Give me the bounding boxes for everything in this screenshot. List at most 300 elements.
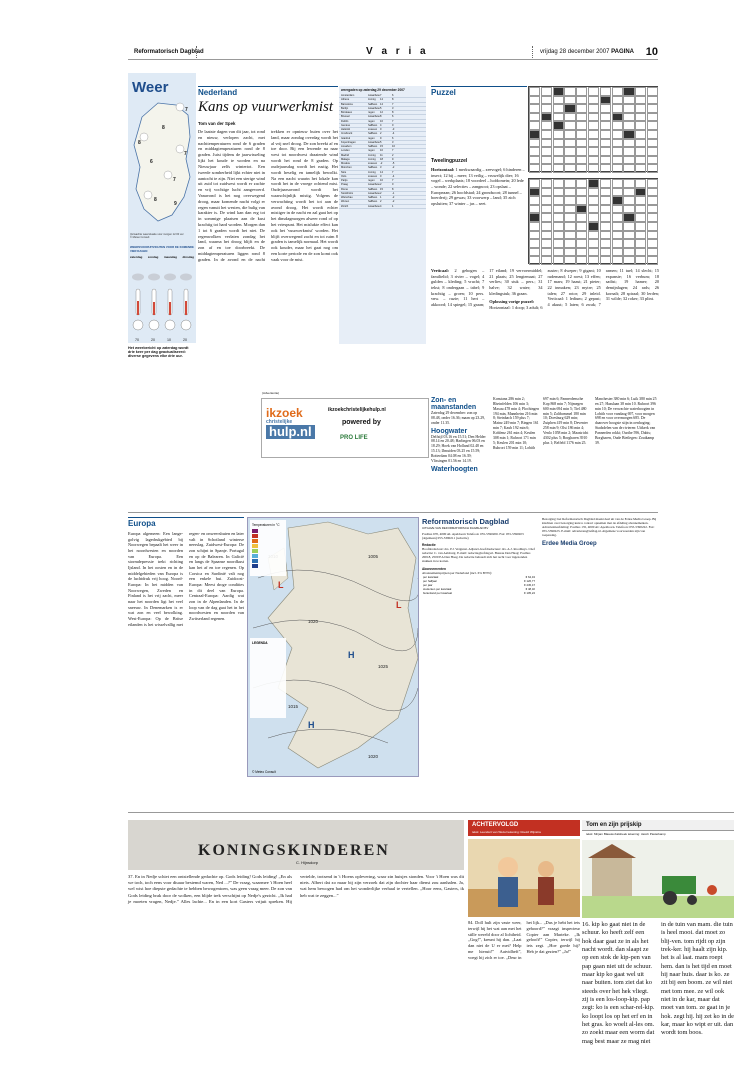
crossword-cell[interactable]	[588, 104, 599, 113]
table-cell: 4	[380, 123, 382, 127]
story-body: 37. En in Nedje schiet een ontstellende gedachte op. Gods leiding! Gods leiding! „En als we toch, toch eens voor diuaar bestemd waren, Ned ...?” De vraag, waarmee 't Hoen heel wel wist hoe diepste gedachte te hebben bewogentoen, was geen vraag meer. De zon van Gods leiding brak door de wolken, een blijde trek verschijnt op Nedje's gezicht. „Ik had je moeten vragen, Nedje.” Alles lachte... En in een kort Gasters vrijuit spreken. Hij vertelde, trotsend in 't Hoens oplevering, waar zin huisjes stonden. Voor 't Hoen was dit niets. Albert dat zo maar bij zijn verzoek dat zijn dochter haar dienst zou aanhalen. Ja, wat hem bewogen had om het wonderlijke verhaal te vertellen. „Hoor eens, Gasters, ik heb wat te zeggen...”	[128, 874, 464, 904]
crossword-cell[interactable]	[612, 104, 623, 113]
crossword-cell[interactable]	[647, 96, 658, 105]
crossword-cell[interactable]	[529, 248, 540, 257]
crossword-cell[interactable]	[553, 196, 564, 205]
crossword-cell[interactable]	[576, 113, 587, 122]
crossword-cell[interactable]	[576, 231, 587, 240]
europe-map-graphic	[248, 518, 419, 777]
crossword-cell[interactable]	[576, 196, 587, 205]
crossword-cell[interactable]	[647, 130, 658, 139]
crossword-cell[interactable]	[529, 164, 540, 173]
crossword-cell[interactable]	[612, 222, 623, 231]
crossword-cell[interactable]	[553, 121, 564, 130]
crossword-cell[interactable]	[600, 248, 611, 257]
crossword-cell[interactable]	[541, 121, 552, 130]
crossword-cell[interactable]	[541, 164, 552, 173]
crossword-cell[interactable]	[623, 87, 634, 96]
table-cell: -2	[380, 162, 383, 165]
crossword-cell[interactable]	[529, 179, 540, 188]
crossword-cell[interactable]	[600, 188, 611, 197]
crossword-cell[interactable]	[647, 222, 658, 231]
crossword-cell[interactable]	[564, 164, 575, 173]
crossword-cell[interactable]	[647, 231, 658, 240]
crossword-cell[interactable]	[588, 188, 599, 197]
crossword-cell[interactable]	[623, 104, 634, 113]
crossword-cell[interactable]	[612, 130, 623, 139]
crossword-cell[interactable]	[553, 164, 564, 173]
crossword-cell[interactable]	[612, 139, 623, 148]
table-cell: 14	[380, 170, 383, 174]
weather-title: Weer	[132, 79, 169, 96]
table-cell: -2	[392, 166, 395, 170]
crossword-cell[interactable]	[576, 179, 587, 188]
crossword-cell[interactable]	[647, 104, 658, 113]
crossword-cell[interactable]	[600, 121, 611, 130]
forecast-day: zondag	[147, 255, 159, 259]
crossword-cell[interactable]	[588, 130, 599, 139]
crossword-cell[interactable]	[541, 139, 552, 148]
crossword-cell[interactable]	[600, 87, 611, 96]
crossword-cell[interactable]	[600, 239, 611, 248]
crossword-cell[interactable]	[647, 156, 658, 165]
crossword-cell[interactable]	[553, 147, 564, 156]
crossword-cell[interactable]	[541, 205, 552, 214]
price-table	[422, 575, 536, 595]
crossword-cell[interactable]	[553, 156, 564, 165]
crossword-cell[interactable]	[541, 248, 552, 257]
crossword-cell[interactable]	[576, 256, 587, 265]
crossword-cell[interactable]	[612, 205, 623, 214]
crossword-cell[interactable]	[564, 139, 575, 148]
crossword-cell[interactable]	[564, 130, 575, 139]
crossword-cell[interactable]	[612, 231, 623, 240]
crossword-cell[interactable]	[553, 222, 564, 231]
crossword-cell[interactable]	[564, 156, 575, 165]
crossword-cell[interactable]	[647, 113, 658, 122]
crossword-cell[interactable]	[529, 139, 540, 148]
crossword-cell[interactable]	[553, 139, 564, 148]
crossword-cell[interactable]	[647, 139, 658, 148]
ad-url[interactable]: ikzoekchristelijkehulp.nl	[328, 407, 386, 413]
crossword-cell[interactable]	[635, 179, 646, 188]
crossword-cell[interactable]	[553, 104, 564, 113]
crossword-cell[interactable]	[623, 147, 634, 156]
table-cell: zwaarbew.	[368, 106, 381, 110]
map-temp: 8	[154, 197, 157, 203]
crossword-cell[interactable]	[647, 205, 658, 214]
crossword-cell[interactable]	[588, 196, 599, 205]
crossword-cell[interactable]	[541, 179, 552, 188]
crossword-cell[interactable]	[635, 188, 646, 197]
crossword-cell[interactable]	[612, 256, 623, 265]
redactie-label: Redactie	[422, 543, 436, 548]
crossword-cell[interactable]	[576, 139, 587, 148]
crossword-grid	[528, 86, 658, 172]
table-cell: halfbew.	[368, 196, 378, 199]
crossword-cell[interactable]	[588, 164, 599, 173]
table-cell: per halfjaar	[423, 578, 437, 583]
table-cell: zwaarbew.	[368, 115, 381, 119]
koningskinderen-story	[128, 820, 464, 1068]
crossword-cell[interactable]	[564, 147, 575, 156]
table-cell: Parijs	[341, 179, 348, 182]
crossword-cell[interactable]	[600, 130, 611, 139]
crossword-cell[interactable]	[588, 256, 599, 265]
crossword-cell[interactable]	[564, 188, 575, 197]
waterhoogten-title: Waterhoogten	[431, 465, 478, 473]
table-cell: buitenland per kwartaal	[423, 590, 452, 595]
crossword-cell[interactable]	[576, 156, 587, 165]
table-cell: € 64,43	[525, 574, 535, 579]
crossword-cell[interactable]	[623, 213, 634, 222]
crossword-cell[interactable]	[635, 87, 646, 96]
crossword-cell[interactable]	[600, 156, 611, 165]
crossword-cell[interactable]	[553, 179, 564, 188]
crossword-cell[interactable]	[600, 256, 611, 265]
crossword-cell[interactable]	[612, 113, 623, 122]
crossword-cell[interactable]	[588, 179, 599, 188]
crossword-cell[interactable]	[612, 156, 623, 165]
crossword-cell[interactable]	[635, 139, 646, 148]
crossword-cell[interactable]	[541, 130, 552, 139]
crossword-cell[interactable]	[564, 205, 575, 214]
crossword-cell[interactable]	[635, 196, 646, 205]
table-cell: 0	[392, 123, 394, 127]
crossword-cell[interactable]	[576, 248, 587, 257]
crossword-cell[interactable]	[600, 164, 611, 173]
table-cell: zonnig	[368, 153, 376, 157]
table-cell: Nice	[341, 170, 347, 174]
crossword-cell[interactable]	[541, 87, 552, 96]
table-cell: Praag	[341, 183, 348, 187]
puzzle-subtitle: Tweelingpuzzel	[431, 158, 468, 164]
crossword-cell[interactable]	[647, 147, 658, 156]
crossword-cell[interactable]	[529, 87, 540, 96]
crossword-cell[interactable]	[612, 179, 623, 188]
crossword-cell[interactable]	[600, 222, 611, 231]
crossword-cell[interactable]	[635, 121, 646, 130]
crossword-cell[interactable]	[564, 121, 575, 130]
article-title: Kans op vuurwerkmist	[198, 99, 333, 115]
crossword-cell[interactable]	[635, 113, 646, 122]
crossword-cell[interactable]	[541, 188, 552, 197]
crossword-cell[interactable]	[612, 196, 623, 205]
table-row	[422, 591, 536, 595]
crossword-cell[interactable]	[612, 96, 623, 105]
crossword-cell[interactable]	[623, 139, 634, 148]
section-label: Europa	[128, 517, 244, 528]
crossword-cell[interactable]	[635, 248, 646, 257]
crossword-cell[interactable]	[588, 156, 599, 165]
article-body: De laatste dagen van dit jaar, tot rond en nieuw, verlopen zacht, met nachttemperaturen rond de 6 graden en middagtemperaturen rond de 8 graden. Juist tijdens de jaarwisseling lijkt het koude te worden en na Nieuwjaar zelfs wintertot. Een tweede somberheid lijkt echter niet in aantocht te zijn. Niet een sterige wind uit zuid tot zuidwest wordt er zachte en vrij vochtige lucht aangevoerd. Vanavond is het nog overwegend droog, maar komende nacht volgt er regen vanuit het westen, die bulig van karakter is. De wind kan dan erg tot in sommige plaatsen aan de kust krachtig tot hard worden. Morgen dan 1 tot 6 graden wordt het niet. De regenwolken verlaten zondag het land, waarna het droog blijft en de zon af en toe doorbreekt. De middagtemperaturen liggen rond 8 graden. In de avond en de nacht trekken er opnieuw buien over het land, maar zondag overdag wordt het al vrij snel droog. De zon breekt af en toe door. Bij een lewende na naar west tot noordwest draaiende wind wordt het rond de 8 graden. Op oudejaarsdag wordt het rustig. Het wordt heselig en tamelijk bewolkt. Na een nacht waarin het lokale kan wordt het in de vroege ochtend mist. Oudejaarsavond wordt het waarschijnlijk mistig. Volgens de verwachting wordt het tot aan de avond droog. Het wordt echter mistiger in de nacht en zal gaat het op het dinsdagmorgen alweer rond of op het vriespunt. Het mislukte effect kan ook het 'vuurwerkmist' worden. Het blijft overwegend zacht en tot ruim 8 graden is tamelijk normaal. Het wordt ook kouder, maar het gaat nog om een korte periode en de zon komt ook vaak voor de mist.	[198, 129, 338, 262]
crossword-cell[interactable]	[564, 87, 575, 96]
table-cell: zwaarbew.	[368, 204, 381, 208]
crossword-cell[interactable]	[623, 96, 634, 105]
crossword-cell[interactable]	[623, 222, 634, 231]
crossword-cell[interactable]	[529, 239, 540, 248]
crossword-cell[interactable]	[623, 164, 634, 173]
table-cell: 7	[392, 170, 394, 174]
crossword-cell[interactable]	[553, 87, 564, 96]
crossword-cell[interactable]	[553, 248, 564, 257]
crossword-cell[interactable]	[576, 213, 587, 222]
crossword-cell[interactable]	[564, 256, 575, 265]
crossword-cell[interactable]	[647, 248, 658, 257]
colophon	[422, 517, 658, 595]
crossword-cell[interactable]	[553, 188, 564, 197]
crossword-cell[interactable]	[600, 147, 611, 156]
table-cell: 1	[392, 204, 394, 208]
crossword-cell[interactable]	[612, 121, 623, 130]
crossword-cell[interactable]	[635, 213, 646, 222]
crossword-cell[interactable]	[612, 188, 623, 197]
crossword-cell[interactable]	[541, 222, 552, 231]
crossword-cell[interactable]	[635, 147, 646, 156]
crossword-cell[interactable]	[553, 205, 564, 214]
crossword-cell[interactable]	[529, 104, 540, 113]
crossword-cell[interactable]	[635, 130, 646, 139]
table-cell: Bordeaux	[341, 111, 353, 114]
crossword-cell[interactable]	[541, 231, 552, 240]
hoogwater-title: Hoogwater	[431, 427, 468, 435]
crossword-cell[interactable]	[623, 205, 634, 214]
advertisement[interactable]	[261, 391, 429, 458]
crossword-cell[interactable]	[588, 239, 599, 248]
crossword-cell[interactable]	[576, 104, 587, 113]
crossword-cell[interactable]	[564, 104, 575, 113]
crossword-cell[interactable]	[623, 156, 634, 165]
crossword-cell[interactable]	[647, 87, 658, 96]
crossword-cell[interactable]	[553, 113, 564, 122]
table-cell: 14	[380, 102, 383, 106]
section-label: Puzzel	[431, 86, 527, 97]
crossword-cell[interactable]	[564, 231, 575, 240]
crossword-cell[interactable]	[553, 213, 564, 222]
table-cell: regen	[368, 149, 375, 153]
crossword-cell[interactable]	[635, 222, 646, 231]
crossword-cell[interactable]	[600, 96, 611, 105]
crossword-cell[interactable]	[576, 87, 587, 96]
crossword-cell[interactable]	[553, 231, 564, 240]
weather-symbol-icon	[164, 171, 172, 179]
crossword-cell[interactable]	[588, 139, 599, 148]
table-cell: 5	[380, 106, 382, 110]
crossword-cell[interactable]	[564, 213, 575, 222]
crossword-cell[interactable]	[612, 164, 623, 173]
crossword-cell[interactable]	[576, 96, 587, 105]
crossword-cell[interactable]	[529, 222, 540, 231]
table-cell: 12	[380, 111, 383, 114]
crossword-cell[interactable]	[635, 256, 646, 265]
table-cell: -4	[392, 132, 395, 136]
map-temp: 7	[185, 107, 188, 113]
crossword-cell[interactable]	[588, 121, 599, 130]
low-pressure-label: L	[278, 580, 284, 590]
crossword-cell[interactable]	[647, 188, 658, 197]
crossword-cell[interactable]	[588, 147, 599, 156]
crossword-cell[interactable]	[588, 96, 599, 105]
table-cell: Kopenhagen	[341, 140, 356, 144]
crossword-cell[interactable]	[564, 96, 575, 105]
table-cell: Wenen	[341, 200, 350, 204]
table-cell: Londen	[341, 149, 350, 153]
crossword-cell[interactable]	[529, 96, 540, 105]
crossword-cell[interactable]	[541, 96, 552, 105]
crossword-cell[interactable]	[529, 121, 540, 130]
table-cell: 6	[392, 94, 394, 97]
crossword-cell[interactable]	[647, 121, 658, 130]
crossword-cell[interactable]	[576, 205, 587, 214]
crossword-cell[interactable]	[647, 196, 658, 205]
crossword-cell[interactable]	[529, 256, 540, 265]
crossword-cell[interactable]	[576, 222, 587, 231]
crossword-cell[interactable]	[600, 196, 611, 205]
crossword-cell[interactable]	[541, 196, 552, 205]
isobar-label: 1020	[368, 754, 379, 759]
rain-chance: 20	[183, 338, 187, 342]
forecast-day: dinsdag	[182, 255, 194, 259]
crossword-cell[interactable]	[529, 213, 540, 222]
ad-partner-logo: PRO LIFE	[340, 435, 368, 441]
crossword-cell[interactable]	[612, 147, 623, 156]
story-title: KONINGSKINDEREN	[198, 842, 390, 859]
crossword-cell[interactable]	[623, 188, 634, 197]
crossword-cell[interactable]	[529, 113, 540, 122]
crossword-cell[interactable]	[588, 222, 599, 231]
table-cell: 6	[392, 115, 394, 119]
table-cell: Zürich	[341, 204, 349, 208]
crossword-cell[interactable]	[564, 113, 575, 122]
wind-icon	[133, 320, 143, 330]
crossword-cell[interactable]	[600, 205, 611, 214]
crossword-cell[interactable]	[623, 248, 634, 257]
table-cell: Madrid	[341, 153, 349, 157]
map-temp: 9	[174, 201, 177, 207]
country-shape	[134, 103, 190, 221]
crossword-cell[interactable]	[564, 222, 575, 231]
crossword-cell[interactable]	[600, 213, 611, 222]
crossword-cell[interactable]	[635, 231, 646, 240]
crossword-cell[interactable]	[635, 104, 646, 113]
crossword-cell[interactable]	[541, 239, 552, 248]
table-cell: per kwartaal	[423, 574, 439, 579]
crossword-cell[interactable]	[576, 130, 587, 139]
crossword-cell[interactable]	[623, 196, 634, 205]
crossword-cell[interactable]	[588, 87, 599, 96]
crossword-cell[interactable]	[564, 179, 575, 188]
crossword-cell[interactable]	[623, 121, 634, 130]
crossword-cell[interactable]	[647, 164, 658, 173]
crossword-cell[interactable]	[635, 96, 646, 105]
crossword-cell[interactable]	[564, 196, 575, 205]
crossword-cell[interactable]	[635, 156, 646, 165]
table-cell: Stockholm	[341, 191, 354, 195]
crossword-cell[interactable]	[541, 156, 552, 165]
crossword-cell[interactable]	[529, 205, 540, 214]
crossword-cell[interactable]	[623, 256, 634, 265]
table-row	[339, 205, 426, 209]
crossword-cell[interactable]	[529, 130, 540, 139]
crossword-cell[interactable]	[541, 104, 552, 113]
crossword-cell[interactable]	[635, 164, 646, 173]
crossword-cell[interactable]	[553, 239, 564, 248]
table-cell: 8	[380, 115, 382, 119]
crossword-cell[interactable]	[612, 87, 623, 96]
europe-weather-table	[339, 86, 426, 344]
crossword-cell[interactable]	[647, 239, 658, 248]
crossword-cell[interactable]	[541, 147, 552, 156]
crossword-cell[interactable]	[529, 147, 540, 156]
table-cell: 15	[380, 145, 383, 148]
crossword-cell[interactable]	[576, 239, 587, 248]
story-banner	[128, 820, 464, 870]
crossword-cell[interactable]	[588, 113, 599, 122]
crossword-cell[interactable]	[623, 113, 634, 122]
crossword-cell[interactable]	[647, 179, 658, 188]
isobar-label: 1015	[288, 704, 299, 709]
crossword-cell[interactable]	[612, 248, 623, 257]
crossword-cell[interactable]	[576, 164, 587, 173]
crossword-cell[interactable]	[553, 256, 564, 265]
crossword-cell[interactable]	[541, 213, 552, 222]
crossword-cell[interactable]	[612, 239, 623, 248]
forecast-title: WEERSVOORUITZICHTEN VOOR DE KOMENDE VIER DAGEN	[130, 245, 194, 253]
puzzle-clues	[431, 158, 525, 207]
crossword-cell[interactable]	[588, 213, 599, 222]
crossword-cell[interactable]	[564, 248, 575, 257]
crossword-cell[interactable]	[623, 130, 634, 139]
redactie-text: Hoofdredacteur: drs. P.J. Vergunst. Adjunct-hoofdredacteur: drs. A.J. Roodhuys. Chef redactie: C. van Aalsburg. E-mail: redactie@refdag.nl. Bureau Den Haag: Postbus 20018, 2500 EA Den Haag. De redactie behoudt zich het recht voor ingezonden stukken in te korten.	[422, 547, 535, 564]
crossword-cell[interactable]	[647, 213, 658, 222]
crossword-cell[interactable]	[588, 205, 599, 214]
crossword-cell[interactable]	[623, 231, 634, 240]
table-cell: regen	[368, 111, 375, 114]
crossword-cell[interactable]	[600, 113, 611, 122]
crossword-cell[interactable]	[600, 104, 611, 113]
crossword-cell[interactable]	[529, 188, 540, 197]
crossword-cell[interactable]	[635, 205, 646, 214]
crossword-cell[interactable]	[600, 139, 611, 148]
map-temp: 8	[138, 140, 141, 146]
crossword-cell[interactable]	[635, 239, 646, 248]
crossword-cell[interactable]	[612, 213, 623, 222]
hoogwater-text: Delfzijl 03.16 en 15.51; Den Helder 08.14 en 20.48; Harlingen 06.03 en 18.29; Hoek van Holland 02.48 en 15.13; IJmuiden 03.25 en 15.59; Rotterdam 04.08 en 16.39; Vlissingen 01.56 en 14.19.	[431, 434, 486, 463]
ad-label: (Advertentie)	[262, 391, 280, 395]
table-cell: 10	[380, 179, 383, 182]
crossword-cell[interactable]	[553, 96, 564, 105]
story-author: C. Hijnsdorp	[296, 860, 319, 865]
crossword-cell[interactable]	[576, 188, 587, 197]
crossword-cell[interactable]	[564, 239, 575, 248]
crossword-cell[interactable]	[588, 231, 599, 240]
crossword-cell[interactable]	[541, 113, 552, 122]
crossword-cell[interactable]	[576, 121, 587, 130]
crossword-cell[interactable]	[576, 147, 587, 156]
crossword-cell[interactable]	[553, 130, 564, 139]
crossword-cell[interactable]	[529, 231, 540, 240]
crossword-cell[interactable]	[588, 248, 599, 257]
crossword-cell[interactable]	[541, 256, 552, 265]
crossword-cell[interactable]	[529, 196, 540, 205]
crossword-cell[interactable]	[529, 156, 540, 165]
crossword-cell[interactable]	[600, 231, 611, 240]
clues-text: Horizontaal: 1 merkwaardig – zeevogel; 6 hinderen – insect; 12 bij – meer; 13 veilig – vruwelijk dier; 16 vogel – werkplaats; 18 voordeel – hofdomein; 20 lede – wonde; 22 selecties – zangnoot; 23 opslaat – Europeaan; 26 hoofdstad; 24 grondsoort; 28 tunnel – boerderij; 29 gewas; 33 voorwerp – land; 35 zich opsluiten; 37 winter – jas – seet.	[431, 167, 525, 207]
crossword-cell[interactable]	[647, 256, 658, 265]
crossword-cell[interactable]	[623, 239, 634, 248]
crossword-cell[interactable]	[623, 179, 634, 188]
crossword-cell[interactable]	[600, 179, 611, 188]
